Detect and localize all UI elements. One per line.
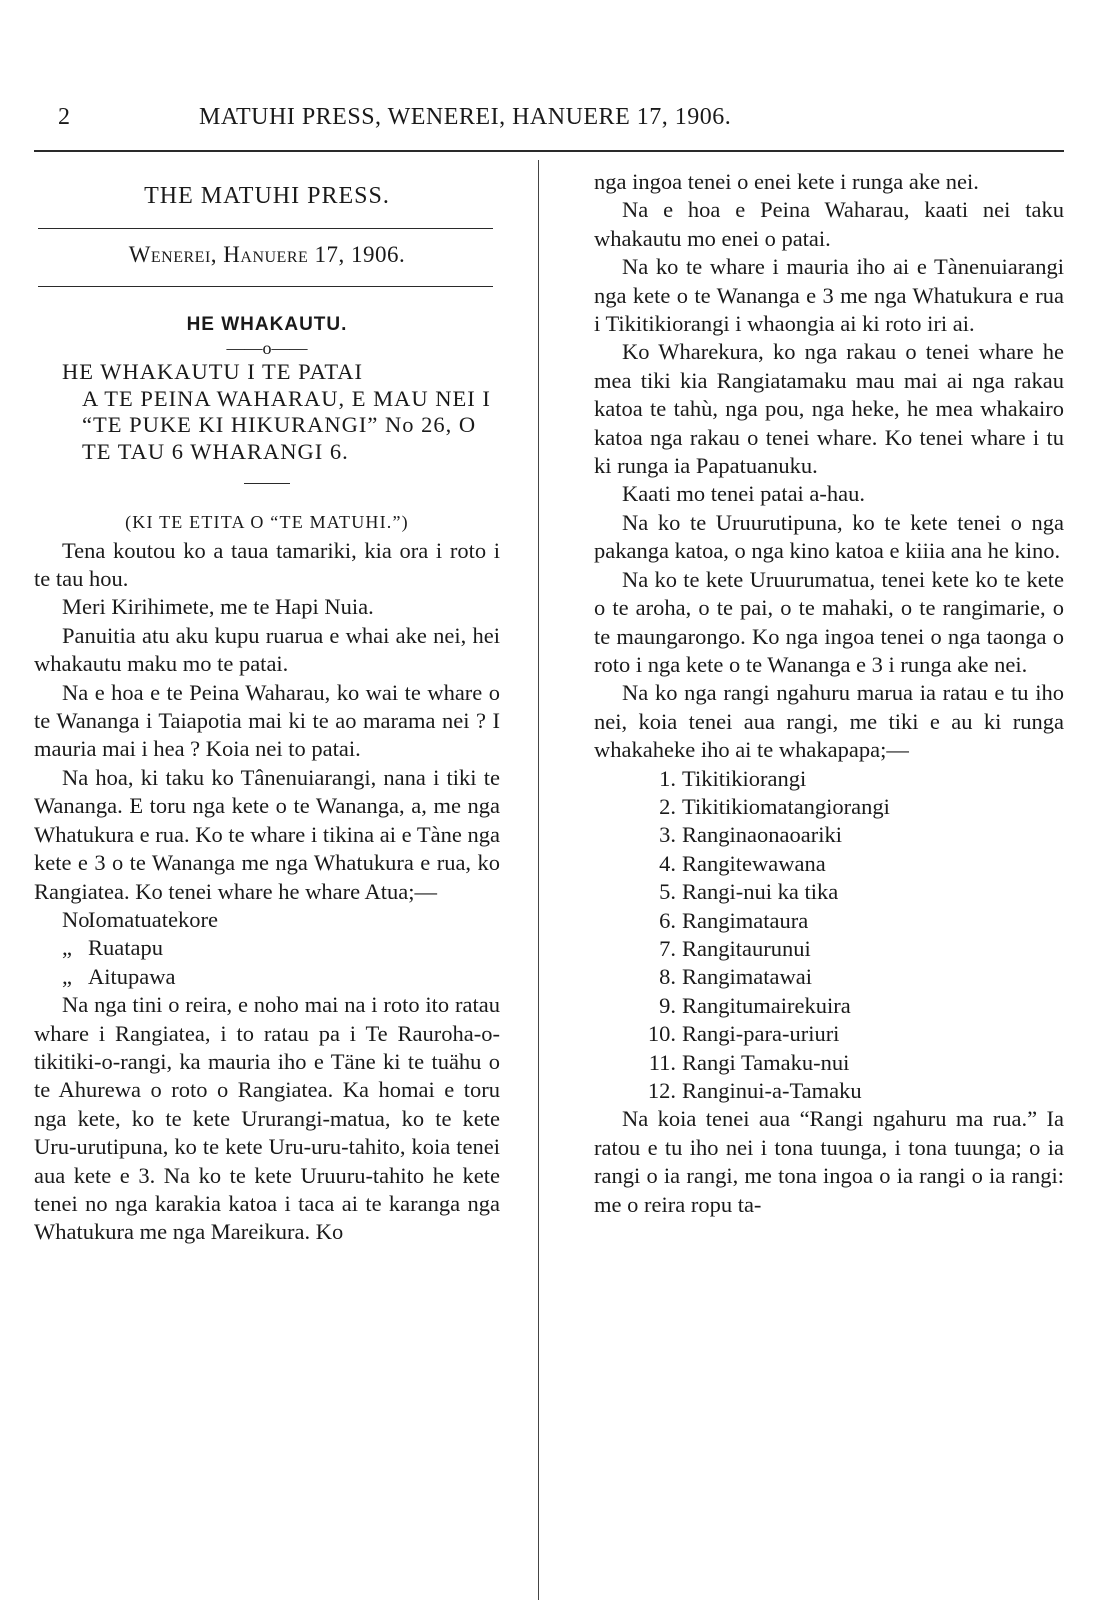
list-name: Rangitaurunui bbox=[682, 935, 811, 961]
list-item bbox=[594, 963, 1064, 991]
list-item bbox=[594, 821, 1064, 849]
list-item bbox=[594, 907, 1064, 935]
subheading-line-rest: A TE PEINA WAHARAU, E MAU NEI I “TE PUKE KI HIKURANGI” No 26, O TE TAU 6 WHARANGI 6. bbox=[82, 385, 491, 464]
verse-text: Iomatuatekore bbox=[88, 906, 218, 932]
list-name: Rangitewawana bbox=[682, 850, 826, 876]
list-name: Tikitikiomatangiorangi bbox=[682, 793, 890, 819]
masthead-rule-top bbox=[38, 228, 493, 229]
article-byline: (KI TE ETITA O “TE MATUHI.”) bbox=[125, 512, 409, 533]
paragraph: Tena koutou ko a taua tamariki, kia ora i roto i te tau hou. bbox=[34, 537, 500, 592]
paragraph: nga ingoa tenei o enei kete i runga ake nei. bbox=[594, 169, 979, 194]
list-item bbox=[594, 1020, 1064, 1048]
paragraph: Na e hoa e Peina Waharau, kaati nei taku whakautu mo enei o patai. bbox=[594, 197, 1064, 251]
list-name: Ranginaonaoariki bbox=[682, 822, 842, 848]
list-item bbox=[594, 765, 1064, 793]
column-divider bbox=[538, 160, 539, 1600]
header-rule bbox=[34, 150, 1064, 152]
verse-text: Aitupawa bbox=[88, 963, 176, 989]
verse-text: Ruatapu bbox=[88, 935, 163, 961]
paragraph: Na ko te whare i mauria iho ai e Tànenuiarangi nga kete o te Wananga e 3 me nga Whatukura e rua i Tikitikiorangi i whaongia ai ki roto iri ai. bbox=[594, 254, 1064, 337]
paragraph: Na ko te kete Uruurumatua, tenei kete ko te kete o te aroha, o te pai, o te mahaki, o te rangimarie, o te maungarongo. Ko nga ingoa tenei o nga taonga o roto i nga kete o te Wananga e 3 i runga ake nei. bbox=[594, 566, 1064, 677]
paragraph: Na e hoa e te Peina Waharau, ko wai te whare o te Wananga i Taiapotia mai ki te ao marama nei ? I mauria mai i hea ? Koia nei to patai. bbox=[34, 679, 500, 762]
list-number: 6. bbox=[659, 907, 676, 933]
left-paragraphs bbox=[34, 537, 500, 906]
paragraph: Na ko nga rangi ngahuru marua ia ratau e tu iho nei, koia tenei aua rangi, me tiki e au ki runga whakaheke iho ai te whakapapa;— bbox=[594, 680, 1064, 763]
list-item bbox=[594, 1077, 1064, 1105]
masthead-date-text: Wenerei, Hanuere 17, 1906. bbox=[128, 242, 406, 268]
article-heading: HE WHAKAUTU. bbox=[186, 313, 348, 335]
verse-line bbox=[34, 934, 500, 962]
list-name: Rangi Tamaku-nui bbox=[682, 1049, 850, 1075]
list-name: Rangimataura bbox=[682, 907, 809, 933]
genealogy-verse bbox=[34, 906, 500, 991]
verse-line bbox=[34, 906, 500, 934]
list-number: 3. bbox=[659, 822, 676, 848]
list-item bbox=[594, 935, 1064, 963]
masthead-date bbox=[34, 241, 500, 269]
subheading-line-first: HE WHAKAUTU I TE PATAI bbox=[62, 359, 364, 385]
page-number: 2 bbox=[58, 104, 71, 130]
list-name: Rangitumairekuira bbox=[682, 992, 851, 1018]
list-number: 11. bbox=[648, 1049, 676, 1075]
running-header-title: MATUHI PRESS, WENEREI, HANUERE 17, 1906. bbox=[199, 104, 732, 130]
list-number: 12. bbox=[647, 1078, 676, 1103]
paragraph: Na nga tini o reira, e noho mai na i roto ito ratau whare i Rangiatea, i to ratau pa i Te Rauroha-o-tikitiki-o-rangi, ka mauria iho e Täne ki te tuähu o te Ahurewa o roto o Rangiatea. Ka homai e toru nga kete, ko te kete Ururangi-matua, ko te kete Uru-urutipuna, ko te kete Uru-uru-tahito, koia tenei aua kete e 3. Na ko te kete Uruuru-tahito he kete tenei no nga karakia katoa i taca ai te karanga nga Whatukura me nga Mareikura. Ko bbox=[34, 992, 500, 1245]
article-subheading bbox=[34, 359, 500, 465]
rangi-list bbox=[594, 765, 1064, 1106]
list-number: 7. bbox=[659, 935, 676, 961]
paragraph: Kaati mo tenei patai a-hau. bbox=[622, 481, 866, 507]
list-item bbox=[594, 850, 1064, 878]
left-column bbox=[34, 168, 500, 1247]
closing-paragraph: Na koia tenei aua “Rangi ngahuru ma rua.” Ia ratou e tu iho nei i tona tuunga, i tona tuunga; o ia rangi o ia rangi, me tona ingoa o ia rangi o ia rangi: me o reira ropu ta- bbox=[594, 1106, 1064, 1217]
paragraph: Ko Wharekura, ko nga rakau o tenei whare he mea tiki kia Rangiatamaku mau mai ai nga rakau katoa te tahù, nga pou, nga heke, he mea whakairo katoa nga rakau o tenei whare. Ko tenei whare i tu ki runga ia Papatuanuku. bbox=[594, 339, 1064, 479]
list-number: 4. bbox=[659, 850, 676, 876]
paragraph: Meri Kirihimete, me te Hapi Nuia. bbox=[62, 594, 374, 620]
list-number: 10. bbox=[647, 1021, 676, 1047]
list-item bbox=[594, 793, 1064, 821]
list-number: 1. bbox=[659, 765, 676, 791]
list-name: Ranginui-a-Tamaku bbox=[682, 1078, 862, 1103]
list-item bbox=[594, 878, 1064, 906]
left-paragraphs-continued bbox=[34, 991, 500, 1247]
verse-mark: „ bbox=[62, 963, 72, 989]
paragraph: Na ko te Uruurutipuna, ko te kete tenei o nga pakanga katoa, o nga kino katoa e kiiia ana he kino. bbox=[594, 509, 1064, 564]
list-number: 5. bbox=[659, 879, 676, 905]
right-paragraphs bbox=[594, 168, 1064, 765]
verse-mark: No bbox=[62, 906, 90, 932]
right-column bbox=[594, 168, 1064, 1219]
list-number: 2. bbox=[659, 793, 676, 819]
masthead-rule-bottom bbox=[38, 286, 493, 287]
heading-ornament: ——o—— bbox=[226, 338, 308, 359]
section-rule bbox=[244, 483, 290, 484]
list-name: Tikitikiorangi bbox=[682, 765, 807, 791]
verse-line bbox=[34, 963, 500, 991]
list-name: Rangi-nui ka tika bbox=[682, 879, 839, 905]
paragraph: Panuitia atu aku kupu ruarua e whai ake nei, hei whakautu maku mo te patai. bbox=[34, 622, 500, 677]
paragraph: Na hoa, ki taku ko Tânenuiarangi, nana i tiki te Wananga. E toru nga kete o te Wananga, a, me nga Whatukura e rua. Ko te whare i tikina ai e Tàne nga kete e 3 o te Wananga me nga Whatukura e rua, ko Rangiatea. Ko tenei whare he whare Atua;— bbox=[34, 764, 500, 904]
list-number: 8. bbox=[659, 964, 676, 990]
verse-mark: „ bbox=[62, 935, 72, 961]
list-name: Rangimatawai bbox=[682, 964, 812, 990]
list-number: 9. bbox=[659, 992, 676, 1018]
list-item bbox=[594, 1049, 1064, 1077]
masthead-title: THE MATUHI PRESS. bbox=[144, 183, 390, 209]
list-item bbox=[594, 992, 1064, 1020]
list-name: Rangi-para-uriuri bbox=[682, 1021, 840, 1047]
